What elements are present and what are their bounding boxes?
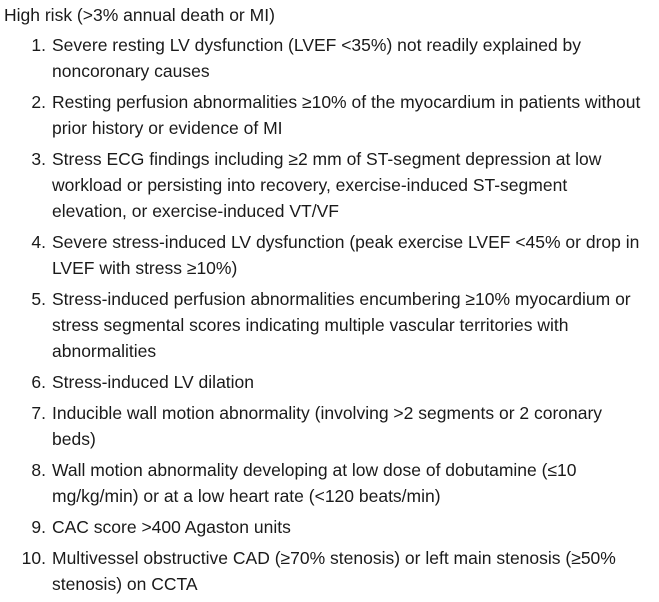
item-number: 4. bbox=[31, 232, 46, 252]
item-text: Stress-induced perfusion abnormalities encumbering ≥10% myocardium or stress segmental scores indicating multiple vascular territories with abnormalities bbox=[52, 289, 631, 361]
item-number: 1. bbox=[31, 35, 46, 55]
list-item bbox=[0, 369, 659, 395]
item-number: 5. bbox=[31, 289, 46, 309]
item-text: Stress ECG findings including ≥2 mm of ST-segment depression at low workload or persisting into recovery, exercise-induced ST-segment elevation, or exercise-induced VT/VF bbox=[52, 149, 602, 221]
item-text: Stress-induced LV dilation bbox=[52, 372, 255, 392]
list-item bbox=[0, 545, 659, 597]
item-text: Inducible wall motion abnormality (involving >2 segments or 2 coronary beds) bbox=[52, 403, 603, 449]
list-item bbox=[0, 146, 659, 224]
item-number: 10. bbox=[21, 548, 46, 568]
section-heading: High risk (>3% annual death or MI) bbox=[4, 5, 275, 25]
item-text: Severe stress-induced LV dysfunction (peak exercise LVEF <45% or drop in LVEF with stress ≥10%) bbox=[52, 232, 640, 278]
item-text: Severe resting LV dysfunction (LVEF <35%) not readily explained by noncoronary causes bbox=[52, 35, 582, 81]
item-text: Resting perfusion abnormalities ≥10% of the myocardium in patients without prior history or evidence of MI bbox=[52, 92, 641, 138]
list-item bbox=[0, 286, 659, 364]
item-number: 8. bbox=[31, 460, 46, 480]
item-number: 7. bbox=[31, 403, 46, 423]
list-item bbox=[0, 229, 659, 281]
list-item bbox=[0, 514, 659, 540]
item-number: 6. bbox=[31, 372, 46, 392]
item-number: 3. bbox=[31, 149, 46, 169]
item-number: 9. bbox=[31, 517, 46, 537]
item-text: Wall motion abnormality developing at low dose of dobutamine (≤10 mg/kg/min) or at a low heart rate (<120 beats/min) bbox=[52, 460, 577, 506]
criteria-list bbox=[0, 32, 659, 597]
list-item bbox=[0, 89, 659, 141]
list-item bbox=[0, 400, 659, 452]
item-text: Multivessel obstructive CAD (≥70% stenosis) or left main stenosis (≥50% stenosis) on CCTA bbox=[52, 548, 616, 594]
list-item bbox=[0, 457, 659, 509]
list-item bbox=[0, 32, 659, 84]
item-text: CAC score >400 Agaston units bbox=[52, 517, 291, 537]
item-number: 2. bbox=[31, 92, 46, 112]
